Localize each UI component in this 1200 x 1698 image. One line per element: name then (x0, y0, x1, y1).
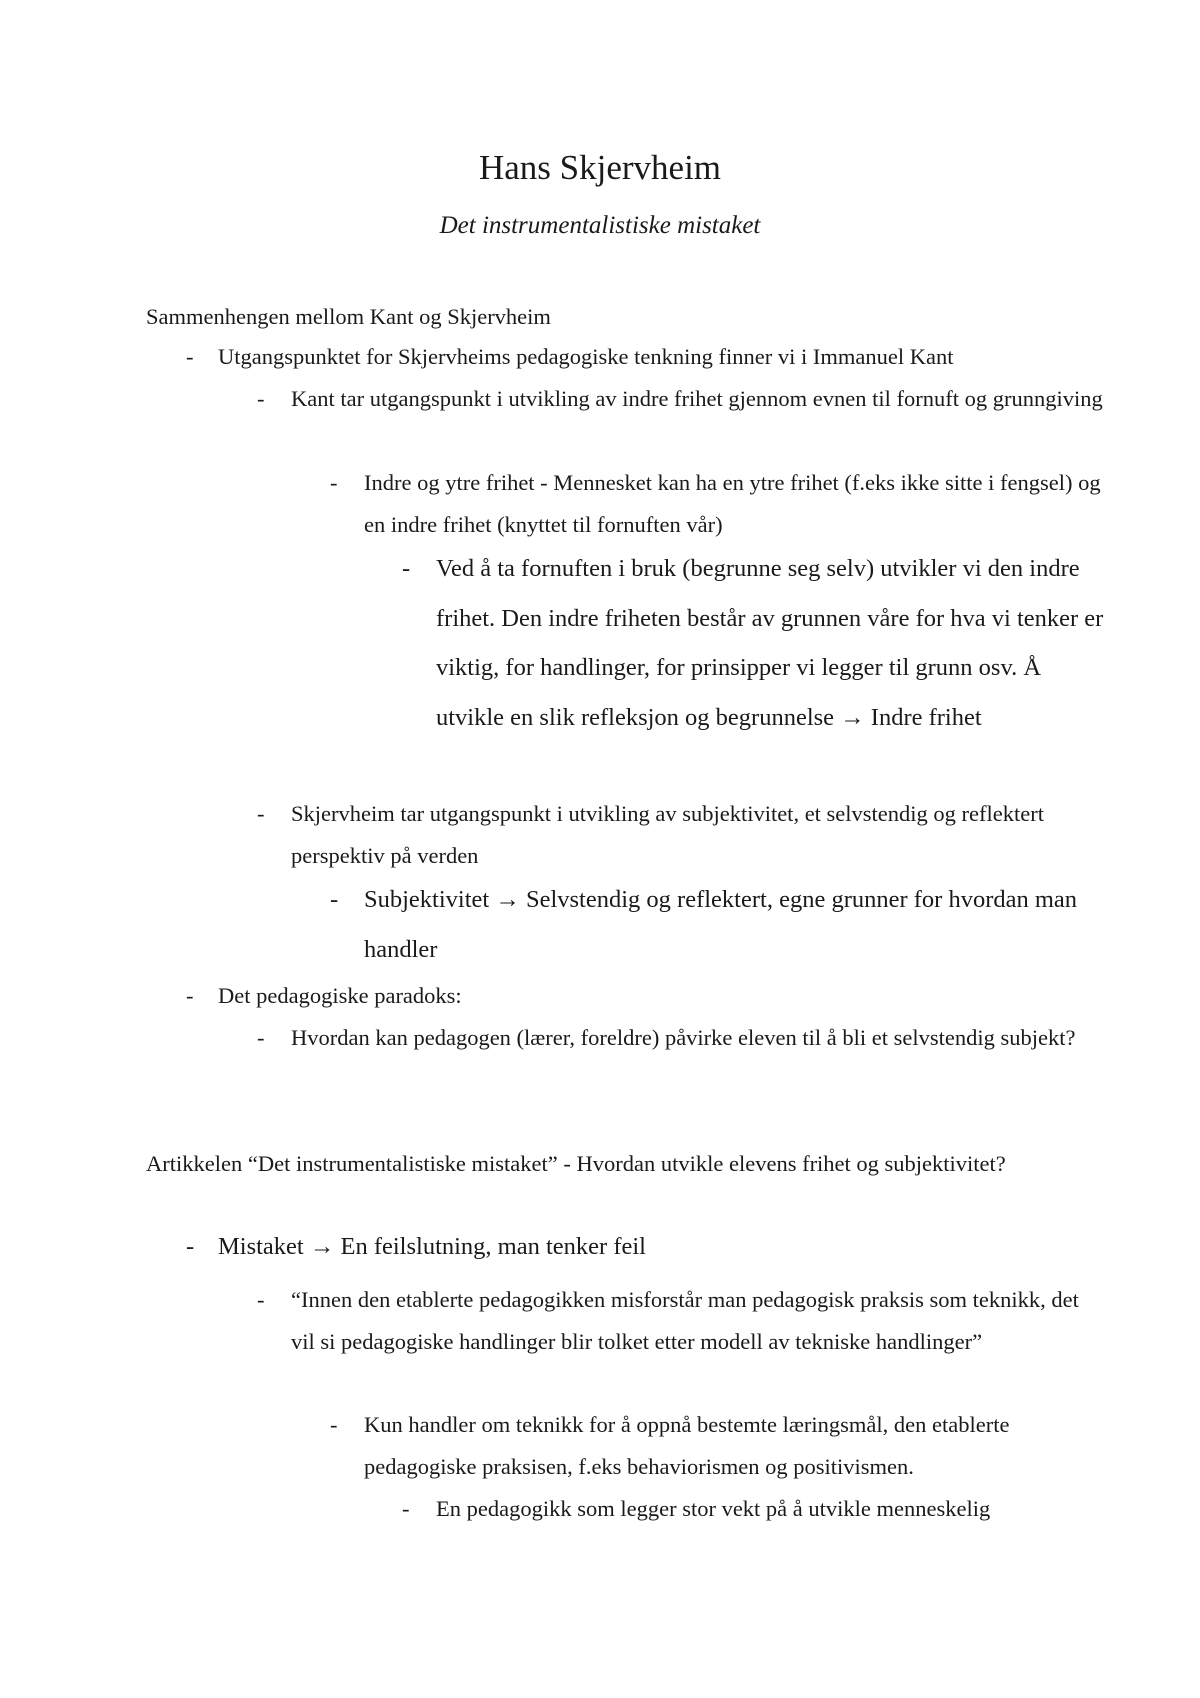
list-item (402, 544, 1112, 742)
list-dash: - (257, 801, 265, 826)
list-item (330, 1404, 1106, 1488)
list-item-text: Ved å ta fornuften i bruk (begrunne seg selv) utvikler vi den indre frihet. Den indre friheten består av grunnen våre for hva vi tenker er viktig, for handlinger, for prinsipper vi legger til grunn osv. Å utvikle en slik refleksjon og begrunnelse → Indre frihet (436, 555, 1104, 731)
list-item-text: “Innen den etablerte pedagogikken misforstår man pedagogisk praksis som teknikk, det vil si pedagogiske handlinger blir tolket etter modell av tekniske handlinger” (291, 1287, 1079, 1354)
list-item (257, 793, 1107, 877)
list-item-text: Hvordan kan pedagogen (lærer, foreldre) påvirke eleven til å bli et selvstendig subjekt? (291, 1025, 1076, 1050)
list-item (186, 336, 1106, 378)
list-item-text: Indre og ytre frihet - Mennesket kan ha en ytre frihet (f.eks ikke sitte i fengsel) og en indre frihet (knyttet til fornuften vår) (364, 470, 1101, 537)
list-item (257, 378, 1107, 420)
section-heading-kant-skjervheim: Sammenhengen mellom Kant og Skjervheim (146, 304, 551, 329)
list-item (186, 975, 1106, 1017)
list-item-text: Skjervheim tar utgangspunkt i utvikling av subjektivitet, et selvstendig og reflektert perspektiv på verden (291, 801, 1044, 868)
list-item-text: En pedagogikk som legger stor vekt på å utvikle menneskelig (436, 1496, 991, 1521)
list-item-text: Kant tar utgangspunkt i utvikling av indre frihet gjennom evnen til fornuft og grunngiving (291, 386, 1103, 411)
list-item-text: Subjektivitet → Selvstendig og reflektert, egne grunner for hvordan man handler (364, 886, 1078, 963)
list-dash: - (186, 1233, 195, 1260)
list-item-text: Mistaket → En feilslutning, man tenker feil (218, 1233, 646, 1260)
list-item-text: Det pedagogiske paradoks: (218, 983, 462, 1008)
list-item-text: Kun handler om teknikk for å oppnå bestemte læringsmål, den etablerte pedagogiske praksisen, f.eks behaviorismen og positivismen. (364, 1412, 1010, 1479)
list-dash: - (257, 1025, 265, 1050)
list-item-text: Utgangspunktet for Skjervheims pedagogiske tenkning finner vi i Immanuel Kant (218, 344, 954, 369)
list-item (330, 462, 1106, 546)
document-title: Hans Skjervheim (478, 148, 722, 187)
list-item (257, 1279, 1107, 1363)
list-dash: - (330, 886, 339, 913)
list-dash: - (257, 1287, 265, 1312)
list-item (186, 1222, 1106, 1272)
list-dash: - (257, 386, 265, 411)
list-item (257, 1017, 1107, 1059)
list-dash: - (330, 1412, 338, 1437)
list-dash: - (186, 983, 194, 1008)
document-subtitle: Det instrumentalistiske mistaket (439, 212, 761, 239)
list-dash: - (186, 344, 194, 369)
list-item (330, 875, 1106, 974)
list-item (402, 1488, 1112, 1530)
list-dash: - (330, 470, 338, 495)
list-dash: - (402, 1496, 410, 1521)
section-heading-article: Artikkelen “Det instrumentalistiske mistaket” - Hvordan utvikle elevens frihet og subjektivitet? (146, 1151, 1006, 1176)
list-dash: - (402, 555, 411, 582)
